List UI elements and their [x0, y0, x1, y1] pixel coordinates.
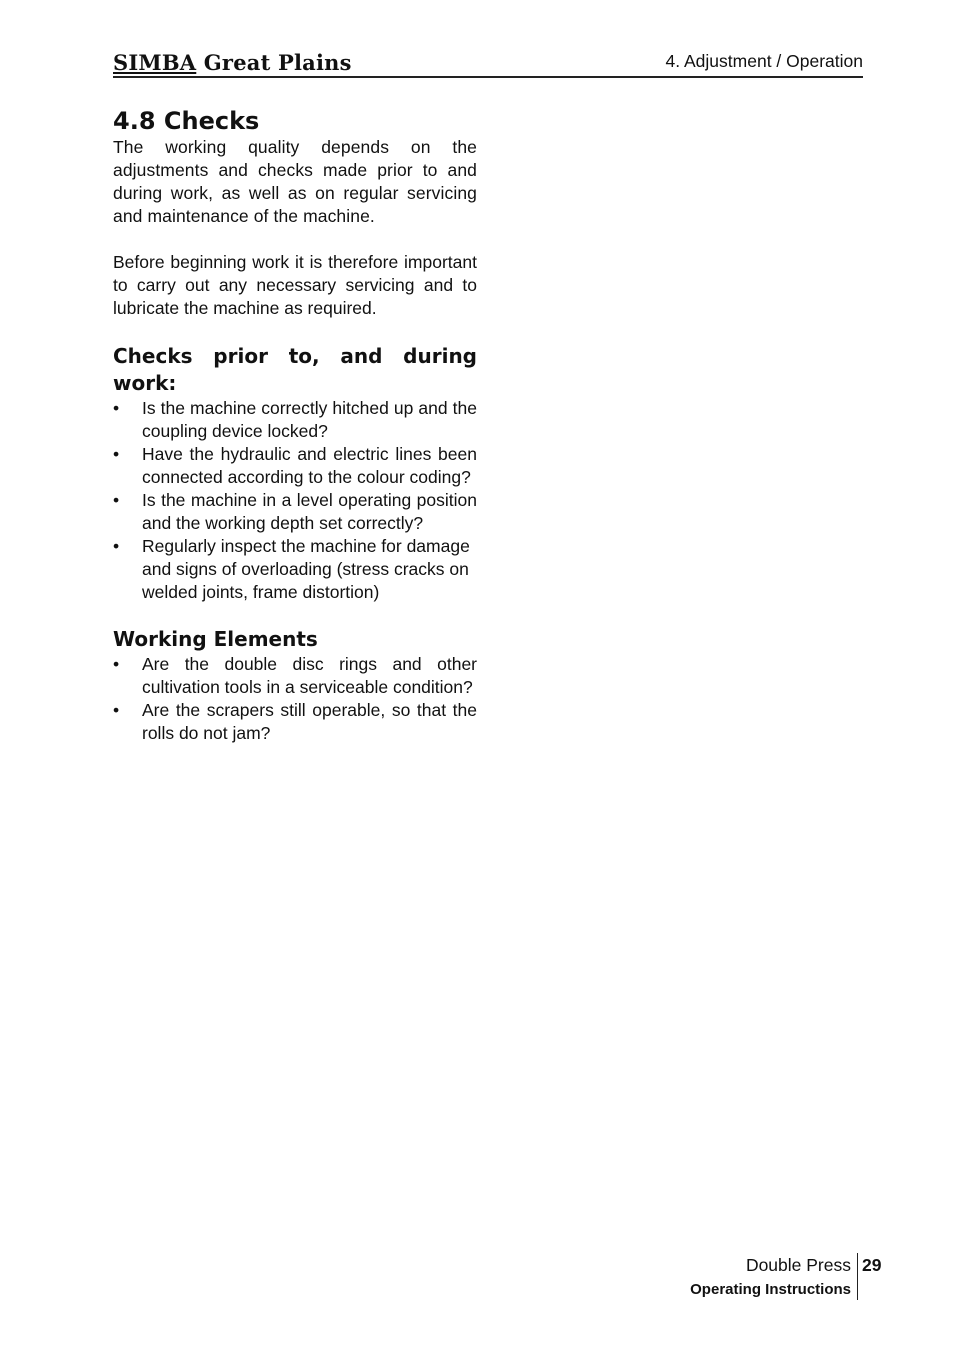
working-elements-list — [113, 653, 477, 745]
list-item-text: Are the scrapers still operable, so that the rolls do not jam? — [142, 700, 477, 743]
main-content — [113, 106, 477, 745]
bullet-icon: • — [113, 654, 120, 674]
page-header — [113, 46, 863, 78]
document-title: Double Press — [745, 1255, 851, 1275]
list-item-text: Are the double disc rings and other cultivation tools in a serviceable condition? — [142, 654, 477, 697]
list-item — [113, 443, 477, 489]
list-item-text: Is the machine correctly hitched up and the coupling device locked? — [142, 398, 477, 441]
bullet-icon: • — [113, 536, 120, 556]
document-subtitle: Operating Instructions — [690, 1281, 851, 1298]
checks-list — [113, 397, 477, 604]
bullet-icon: • — [113, 444, 120, 464]
list-item-text: Have the hydraulic and electric lines been connected according to the colour coding? — [142, 444, 477, 487]
list-item — [113, 653, 477, 699]
bullet-icon: • — [113, 700, 120, 720]
intro-paragraph: The working quality depends on the adjustments and checks made prior to and during work, as well as on regular servicing and maintenance of the machine. — [113, 137, 477, 226]
list-item — [113, 489, 477, 535]
brand-secondary: Great Plains — [203, 50, 352, 75]
page-footer — [558, 1253, 882, 1301]
footer-divider — [857, 1253, 859, 1300]
list-item — [113, 699, 477, 745]
checks-heading: Checks prior to, and during work: — [113, 344, 477, 395]
page-title: 4.8 Checks — [113, 107, 260, 135]
intro-paragraph: Before beginning work it is therefore important to carry out any necessary servicing and to lubricate the machine as required. — [113, 252, 477, 318]
page-number: 29 — [862, 1255, 882, 1275]
working-elements-heading: Working Elements — [113, 627, 318, 651]
list-item-text: Regularly inspect the machine for damage and signs of overloading (stress cracks on welded joints, frame distortion) — [142, 536, 470, 602]
bullet-icon: • — [113, 398, 120, 418]
brand-primary: SIMBA — [113, 50, 197, 75]
brand-logo — [113, 50, 352, 75]
section-label: 4. Adjustment / Operation — [665, 51, 863, 71]
list-item — [113, 535, 477, 604]
bullet-icon: • — [113, 490, 120, 510]
list-item — [113, 397, 477, 443]
list-item-text: Is the machine in a level operating position and the working depth set correctly? — [142, 490, 477, 533]
